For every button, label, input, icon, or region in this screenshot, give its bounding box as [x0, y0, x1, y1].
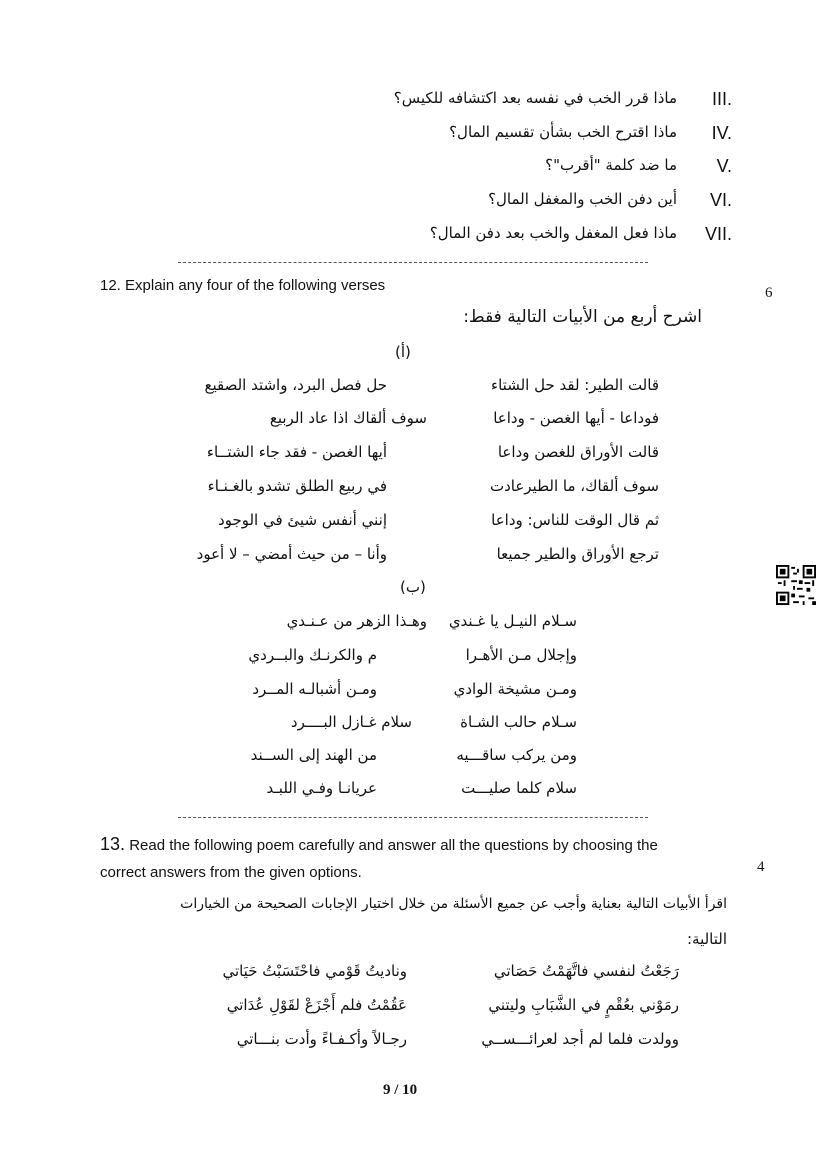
verse-right: سـلام حالب الشـاة [460, 713, 577, 731]
verse-right: ترجع الأوراق والطير جميعا [496, 545, 659, 563]
question-number: VII. [704, 224, 732, 244]
verse-left: من الهند إلى الســند [250, 746, 377, 764]
verse-right: وولدت فلما لم أجد لعرائـــســي [481, 1030, 679, 1048]
question-text: ماذا فعل المغفل والخب بعد دفن المال؟ [429, 224, 677, 242]
verse-right: سلام كلما صليـــت [461, 779, 577, 797]
verse-left: أيها الغصن - فقد جاء الشتــاء [206, 443, 387, 461]
q12-marks: 6 [765, 285, 773, 301]
question-row [187, 89, 827, 117]
q13-instruction-line1: اقرأ الأبيات التالية بعناية وأجب عن جميع الأسئلة من خلال اختيار الإجابات الصحيحة من الخيارات [180, 896, 727, 912]
verse-right: ومن يركب ساقـــيه [456, 746, 577, 764]
q13-instruction-line2: التالية: [686, 930, 727, 948]
qr-code-icon [776, 565, 816, 605]
verse-right: ومـن مشيخة الوادي [453, 680, 577, 698]
verse-left: عَقُمْتُ فلم أَجْزَعْ لقَوْلِ عُدَاتي [226, 996, 407, 1014]
verse-right: رَجَعْتُ لنفسي فاتَّهَمْتُ حَصَاتي [493, 962, 679, 980]
question-number: V. [716, 156, 732, 176]
verse-right: ثم قال الوقت للناس: وداعا [491, 511, 659, 529]
verse-left: ومـن أشبالـه المــرد [252, 680, 377, 698]
question-text: ما ضد كلمة "أقرب"؟ [545, 156, 677, 174]
question-number: III. [711, 89, 732, 109]
question-row [187, 190, 827, 218]
verse-left: وهـذا الزهر من عـنـدي [286, 612, 427, 630]
verse-right: فوداعا - أيها الغصن - وداعا [493, 409, 659, 427]
verse-left: سلام غـازل البــــرد [290, 713, 412, 731]
verse-left: م والكرنـك والبــردي [248, 646, 377, 664]
part-b-label: (ب) [400, 578, 426, 596]
verse-right: قالت الأوراق للغصن وداعا [497, 443, 659, 461]
question-number: VI. [709, 190, 732, 210]
part-a-label: (أ) [395, 343, 411, 361]
question-row [187, 156, 827, 184]
verse-left: سوف ألقاك اذا عاد الربيع [269, 409, 427, 427]
q13-heading-line1 [100, 834, 658, 855]
separator-line [178, 262, 648, 263]
verse-left: وأنا – من حيث أمضي – لا أعود [196, 545, 387, 563]
verse-right: سـلام النيـل يا غـندي [448, 612, 577, 630]
verse-left: رجـالاً وأكـفـاءً وأدت بنـــاتي [236, 1030, 407, 1048]
q13-heading-text: Read the following poem carefully and answer all the questions by choosing the [129, 837, 658, 854]
verse-right: قالت الطير: لقد حل الشتاء [491, 376, 659, 394]
verse-right: رمَوْني بعُقْمٍ في الشَّبَابِ وليتني [488, 996, 679, 1014]
q12-heading: 12. Explain any four of the following verses [100, 277, 386, 294]
verse-right: وإجلال مـن الأهـرا [465, 646, 577, 664]
q12-instruction: اشرح أربع من الأبيات التالية فقط: [463, 307, 702, 327]
question-text: أين دفن الخب والمغفل المال؟ [488, 190, 677, 208]
question-text: ماذا اقترح الخب بشأن تقسيم المال؟ [449, 123, 677, 141]
verse-right: سوف ألقاك، ما الطيرعادت [489, 477, 659, 495]
separator-line [178, 817, 648, 818]
verse-left: إنني أنفس شيئ في الوجود [218, 511, 387, 529]
verse-left: حل فصل البرد، واشتد الصقيع [204, 376, 387, 394]
verse-left: عريانـا وفـي اللبـد [266, 779, 377, 797]
page-number: 9 / 10 [383, 1082, 418, 1098]
q13-marks: 4 [757, 859, 765, 875]
verse-left: في ربيع الطلق تشدو بالغـنـاء [207, 477, 387, 495]
question-text: ماذا قرر الخب في نفسه بعد اكتشافه للكيس؟ [393, 89, 677, 107]
q13-number: 13. [100, 834, 126, 854]
question-number: IV. [711, 123, 732, 143]
question-row [187, 224, 827, 252]
q13-heading-line2: correct answers from the given options. [100, 864, 362, 881]
question-row [187, 123, 827, 151]
verse-left: وناديتُ قَوْمي فاحْتَسَبْتُ حَيَاتي [222, 962, 407, 980]
